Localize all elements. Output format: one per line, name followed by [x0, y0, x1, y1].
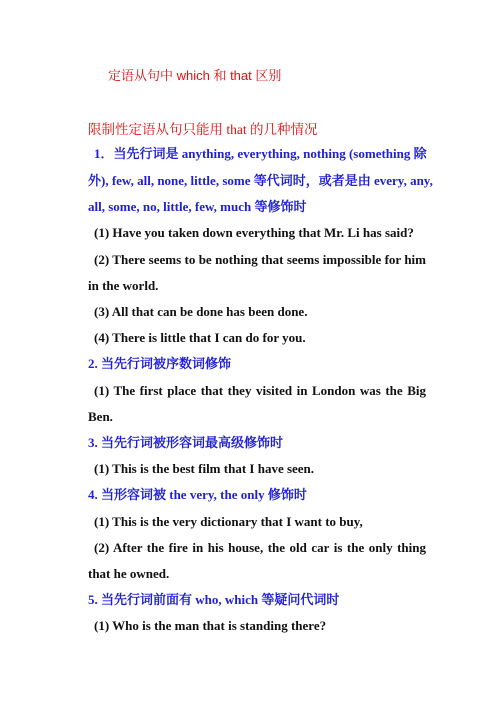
rule-5: 5. 当先行词前面有 who, which 等疑问代词时 [88, 592, 340, 607]
example-4-2-line-1: (2) After the fire in his house, the old car is the only thing [94, 540, 426, 555]
example-4-2-line-2: that he owned. [88, 566, 170, 581]
example-1-2-line-2: in the world. [88, 278, 159, 293]
rule-3: 3. 当先行词被形容词最高级修饰时 [88, 435, 284, 450]
example-1-2-line-1: (2) There seems to be nothing that seems impossible for him [94, 252, 426, 267]
rule-1-line-2: 外), few, all, none, little, some 等代词时，或者是由 every, any, [88, 173, 433, 188]
rule-1-line-3: all, some, no, little, few, much 等修饰时 [88, 199, 307, 214]
rule-1-line-1: 1．当先行词是 anything, everything, nothing (something 除 [94, 146, 427, 161]
example-1-4: (4) There is little that I can do for you. [94, 330, 306, 345]
example-3-1: (1) This is the best film that I have seen. [94, 461, 315, 476]
section-heading: 限制性定语从句只能用 that 的几种情况 [88, 122, 318, 137]
example-4-1: (1) This is the very dictionary that I want to buy, [94, 514, 363, 529]
example-5-1: (1) Who is the man that is standing there? [94, 618, 327, 633]
example-2-1-line-1: (1) The first place that they visited in London was the Big [94, 383, 426, 398]
example-2-1-line-2: Ben. [88, 409, 113, 424]
rule-4: 4. 当形容词被 the very, the only 修饰时 [88, 487, 307, 502]
example-1-3: (3) All that can be done has been done. [94, 304, 308, 319]
rule-2: 2. 当先行词被序数词修饰 [88, 356, 232, 371]
document-title: 定语从句中 which 和 that 区别 [108, 68, 282, 83]
example-1-1: (1) Have you taken down everything that Mr. Li has said? [94, 225, 414, 240]
